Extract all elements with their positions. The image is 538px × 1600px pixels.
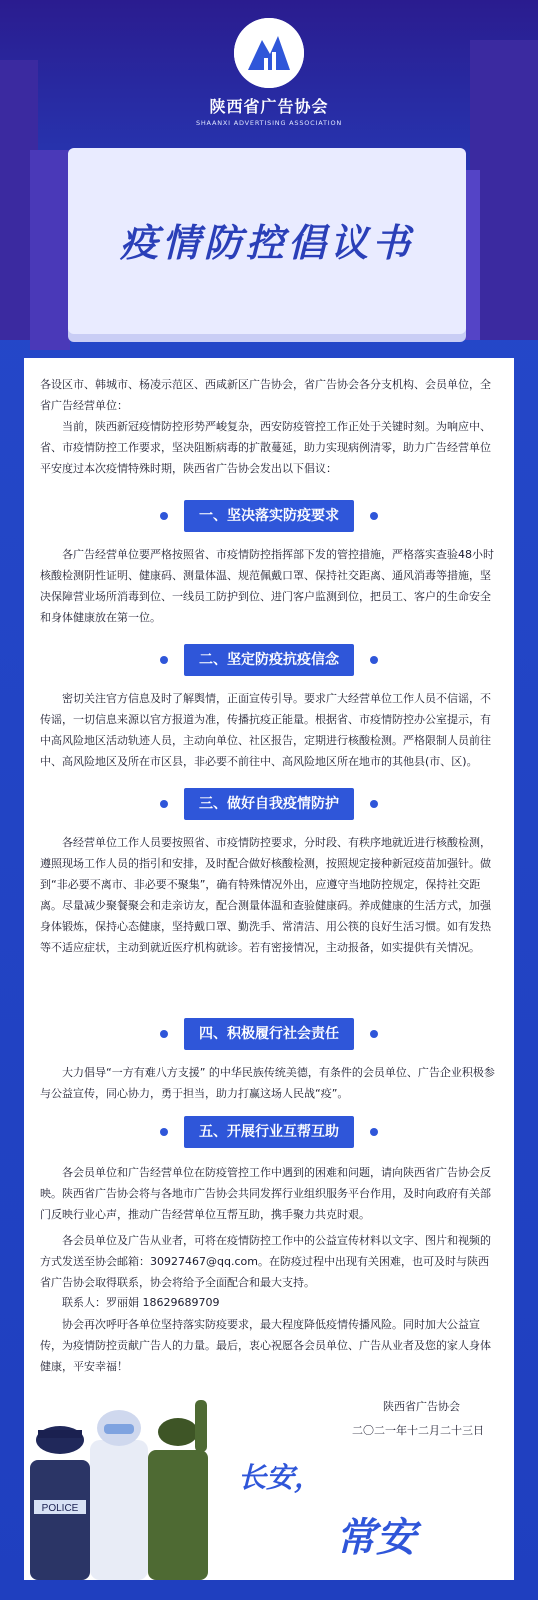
section-dot-left bbox=[160, 1030, 168, 1038]
frontline-workers-illustration bbox=[20, 1390, 220, 1580]
signature-date: 二〇二一年十二月二十三日 bbox=[352, 1424, 484, 1437]
section-dot-left bbox=[160, 512, 168, 520]
page-title: 疫情防控倡议书 bbox=[119, 221, 414, 265]
contact-line: 联系人：罗丽娟 18629689709 bbox=[62, 1296, 220, 1309]
section-heading-1: 一、坚决落实防疫要求 bbox=[184, 500, 354, 532]
section-dot-right bbox=[370, 656, 378, 664]
section-heading-4: 四、积极履行社会责任 bbox=[184, 1018, 354, 1050]
section-body-3: 各经营单位工作人员要按照省、市疫情防控要求，分时段、有秩序地就近进行核酸检测，遵照现场工作人员的指引和安排，及时配合做好核酸检测，按照规定接种新冠疫苗加强针。做到“非必要不离市、非必要不聚集”，确有特殊情况外出，应遵守当地防控规定，保持社交距离。尽量减少聚餐聚会和走亲访友，配合测量体温和查验健康码。养成健康的生活方式，加强身体锻炼，保持心态健康，坚持戴口罩、勤洗手、常清洁、用公筷的良好生活习惯。如有发热等不适应症状，主动到就近医疗机构就诊。若有密接情况，主动报备，如实提供有关情况。 bbox=[40, 836, 491, 954]
section-dot-left bbox=[160, 800, 168, 808]
addressee: 各设区市、韩城市、杨凌示范区、西咸新区广告协会，省广告协会各分支机构、会员单位，全省广告经营单位： bbox=[40, 378, 491, 412]
signature-org: 陕西省广告协会 bbox=[383, 1400, 460, 1413]
section-dot-left bbox=[160, 656, 168, 664]
slogan-line-2: 常安 bbox=[336, 1514, 416, 1561]
section-dot-right bbox=[370, 1128, 378, 1136]
logo-name: 陕西省广告协会 bbox=[209, 97, 329, 116]
building-left-2 bbox=[30, 150, 70, 350]
slogan-line-1: 长安， bbox=[238, 1461, 323, 1494]
closing-paragraph-email: 各会员单位及广告从业者，可将在疫情防控工作中的公益宣传材料以文字、图片和视频的方式发送至协会邮箱：30927467@qq.com。在防疫过程中出现有关困难，也可及时与陕西省广告协会取得联系，协会将给予全面配合和最大支持。 bbox=[40, 1234, 491, 1289]
intro-paragraph: 当前，陕西新冠疫情防控形势严峻复杂，西安防疫管控工作正处于关键时刻。为响应中、省、市疫情防控工作要求，坚决阻断病毒的扩散蔓延，助力实现病例清零，助力广告经营单位平安度过本次疫情特殊时期，陕西省广告协会发出以下倡议： bbox=[40, 420, 491, 475]
section-heading-5: 五、开展行业互帮互助 bbox=[184, 1116, 354, 1148]
section-body-2: 密切关注官方信息及时了解舆情，正面宣传引导。要求广大经营单位工作人员不信谣，不传谣，一切信息来源以官方报道为准，传播抗疫正能量。根据省、市疫情防控办公室提示，有中高风险地区活动轨迹人员，主动向单位、社区报告，定期进行核酸检测。严格限制人员前往中、高风险地区及所在市区县，非必要不前往中、高风险地区所在地市的其他县(市、区)。 bbox=[40, 692, 491, 768]
section-heading-2: 二、坚定防疫抗疫信念 bbox=[184, 644, 354, 676]
police-badge-label: POLICE bbox=[41, 1503, 79, 1514]
association-logo bbox=[0, 18, 538, 127]
closing-paragraph-wishes: 协会再次呼吁各单位坚持落实防疫要求，最大程度降低疫情传播风险。同时加大公益宣传，为疫情防控贡献广告人的力量。最后，衷心祝愿各会员单位、广告从业者及您的家人身体健康，平安幸福！ bbox=[40, 1318, 491, 1373]
logo-subtitle: SHAANXI ADVERTISING ASSOCIATION bbox=[195, 119, 343, 127]
section-body-4: 大力倡导“一方有难八方支援” 的中华民族传统美德，有条件的会员单位、广告企业积极参与公益宣传，同心协力，勇于担当，助力打赢这场人民战“疫”。 bbox=[40, 1066, 495, 1100]
section-body-1: 各广告经营单位要严格按照省、市疫情防控指挥部下发的管控措施，严格落实查验48小时核酸检测阴性证明、健康码、测量体温、规范佩戴口罩、保持社交距离、通风消毒等措施，坚决保障营业场所消毒到位、一线员工防护到位、进门客户监测到位，把员工、客户的生命安全和身体健康放在第一位。 bbox=[40, 548, 494, 624]
section-dot-right bbox=[370, 1030, 378, 1038]
section-dot-left bbox=[160, 1128, 168, 1136]
logo-mark-icon bbox=[234, 18, 304, 88]
section-dot-right bbox=[370, 512, 378, 520]
section-heading-3: 三、做好自我疫情防护 bbox=[184, 788, 354, 820]
section-body-5: 各会员单位和广告经营单位在防疫管控工作中遇到的困难和问题，请向陕西省广告协会反映。陕西省广告协会将与各地市广告协会共同发挥行业组织服务平台作用，及时向政府有关部门反映行业心声，推动广告经营单位互帮互助，携手聚力共克时艰。 bbox=[40, 1166, 491, 1221]
section-dot-right bbox=[370, 800, 378, 808]
title-card bbox=[68, 148, 466, 334]
